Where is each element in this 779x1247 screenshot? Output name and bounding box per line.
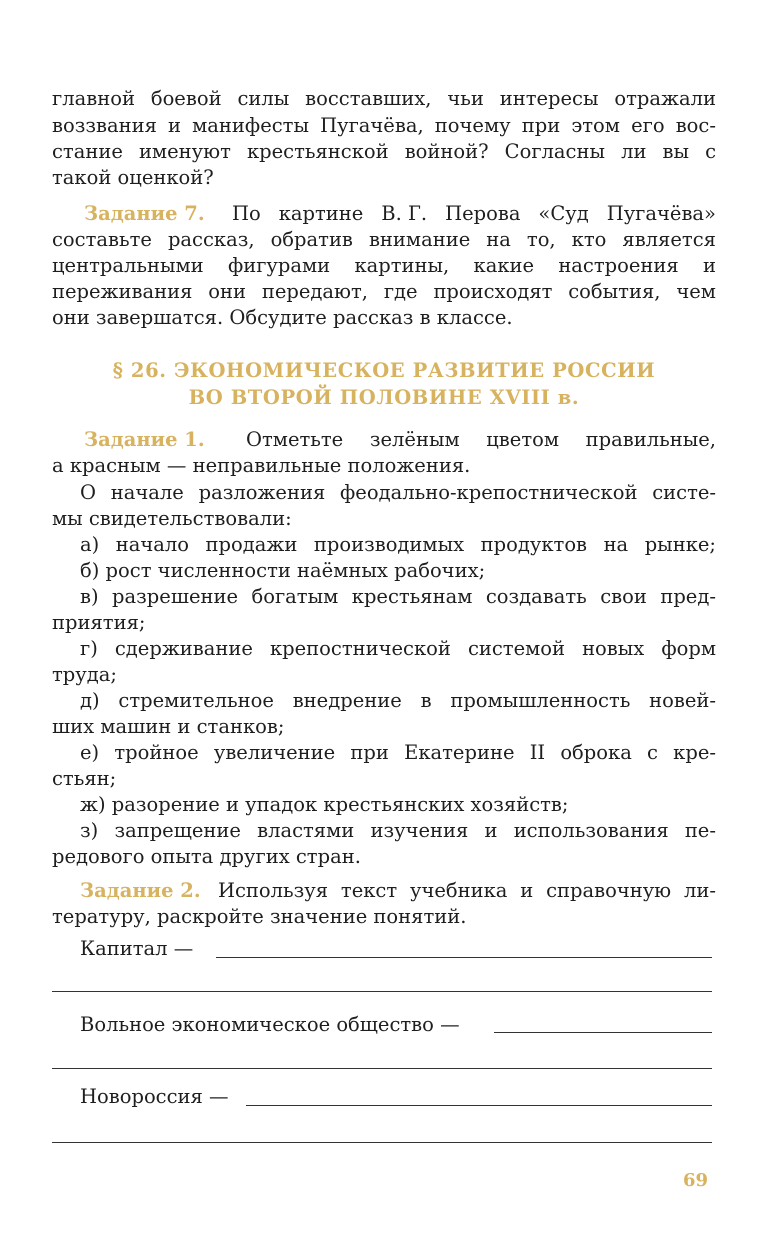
word: продуктов: [480, 533, 588, 556]
word: властями: [257, 819, 355, 842]
word: д): [80, 689, 100, 712]
section-heading-line-2: ВО ВТОРОЙ ПОЛОВИНЕ XVIII в.: [188, 386, 580, 409]
word: события,: [568, 280, 661, 303]
word: стание: [52, 140, 123, 163]
word: пред-: [660, 585, 716, 608]
word: ли-: [684, 879, 716, 902]
word: Екатерине: [404, 741, 515, 764]
word: и: [520, 879, 534, 902]
intro-line: [52, 113, 716, 139]
word: почему: [434, 114, 511, 137]
term-novorossiya-label: Новороссия —: [80, 1085, 229, 1108]
term-capital-label: Капитал —: [80, 937, 194, 960]
task1-line: [52, 453, 716, 479]
word: новей-: [649, 689, 716, 712]
word: кто: [571, 228, 607, 251]
word: правильные,: [585, 428, 716, 451]
word: В. Г.: [381, 202, 428, 225]
word: стьян;: [52, 767, 117, 790]
word: приятия;: [52, 611, 146, 634]
word: мы свидетельствовали:: [52, 507, 292, 530]
task2-line: [52, 904, 716, 930]
answer-line-novorossiya[interactable]: [246, 1105, 712, 1106]
word: разрешение: [112, 585, 239, 608]
word: труда;: [52, 663, 117, 686]
statement-line: [80, 818, 716, 844]
intro-line: [52, 86, 716, 112]
word: Согласны: [504, 140, 605, 163]
word: Отметьте: [246, 428, 344, 451]
word: отражали: [614, 87, 716, 110]
word: II: [529, 741, 546, 764]
task7-line: [52, 227, 716, 253]
term-free-economic-society-label: Вольное экономическое общество —: [80, 1013, 460, 1036]
word: чем: [676, 280, 716, 303]
word: изучения: [370, 819, 469, 842]
word: стремительное: [118, 689, 274, 712]
word: тературу, раскройте значение понятий.: [52, 905, 467, 928]
word: О: [80, 481, 96, 504]
word: производимых: [313, 533, 465, 556]
word: системой: [467, 637, 566, 660]
statement-line: [52, 766, 716, 792]
word: а): [80, 533, 100, 556]
word: интересы: [499, 87, 599, 110]
word: происходят: [433, 280, 553, 303]
word: кре-: [673, 741, 716, 764]
word: форм: [661, 637, 716, 660]
word: е): [80, 741, 100, 764]
word: текст: [340, 879, 398, 902]
word: с: [705, 140, 716, 163]
word: Используя: [218, 879, 329, 902]
word: а красным — неправильные положения.: [52, 454, 471, 477]
word: использования: [513, 819, 669, 842]
word: картины,: [354, 254, 450, 277]
word: манифесты: [192, 114, 309, 137]
word: «Суд: [538, 202, 589, 225]
word: центральными: [52, 254, 204, 277]
word: переживания: [52, 280, 193, 303]
word: фигурами: [227, 254, 331, 277]
intro-line: [52, 139, 716, 165]
word: и: [484, 819, 498, 842]
word: ших машин и станков;: [52, 715, 285, 738]
word: войной?: [404, 140, 489, 163]
statement-line: [80, 740, 716, 766]
statement-line: [80, 792, 716, 818]
statement-line: [52, 714, 716, 740]
page-number: 69: [683, 1170, 709, 1191]
word: вос-: [675, 114, 716, 137]
word: цветом: [486, 428, 560, 451]
word: б) рост численности наёмных рабочих;: [80, 559, 486, 582]
word: богатым: [251, 585, 339, 608]
task1-intro-line: [80, 480, 716, 506]
word: рынке;: [644, 533, 716, 556]
word: внедрение: [292, 689, 402, 712]
statement-line: [80, 688, 716, 714]
word: в: [420, 689, 432, 712]
word: зелёным: [369, 428, 460, 451]
answer-line-free-economic-society[interactable]: [494, 1032, 712, 1033]
word: при: [350, 741, 389, 764]
task1-intro-line: [52, 506, 716, 532]
word: систе-: [652, 481, 716, 504]
word: чьи: [447, 87, 484, 110]
word: оброка: [560, 741, 632, 764]
word: боевой: [150, 87, 222, 110]
word: тройное: [114, 741, 199, 764]
word: они завершатся. Обсудите рассказ в классе.: [52, 306, 513, 329]
word: начало: [115, 533, 190, 556]
statement-line: [80, 532, 716, 558]
word: продажи: [205, 533, 298, 556]
word: ли: [621, 140, 647, 163]
word: г): [80, 637, 98, 660]
word: учебника: [409, 879, 508, 902]
word: Перова: [445, 202, 521, 225]
word: крестьянской: [246, 140, 389, 163]
task7-line: [52, 305, 716, 331]
task7-line: [52, 253, 716, 279]
word: разложения: [198, 481, 326, 504]
word: на: [486, 228, 511, 251]
word: настроения: [558, 254, 679, 277]
task7-line: [232, 201, 716, 227]
section-heading-line-1: § 26. ЭКОНОМИЧЕСКОЕ РАЗВИТИЕ РОССИИ: [112, 359, 656, 382]
word: и: [702, 254, 716, 277]
word: при: [521, 114, 561, 137]
answer-line-free-economic-society-2[interactable]: [52, 1068, 712, 1069]
task2-label: Задание 2.: [80, 879, 201, 902]
answer-line-capital-2[interactable]: [52, 991, 712, 992]
statement-line: [52, 844, 716, 870]
word: его: [631, 114, 665, 137]
answer-line-novorossiya-2[interactable]: [52, 1142, 712, 1143]
task1-line: [246, 427, 716, 453]
word: пе-: [684, 819, 716, 842]
word: передают,: [261, 280, 368, 303]
word: Пугачёва»: [606, 202, 716, 225]
word: какие: [473, 254, 535, 277]
statement-line: [80, 558, 716, 584]
word: восставших,: [305, 87, 432, 110]
word: с: [647, 741, 658, 764]
word: воззвания: [52, 114, 157, 137]
word: то,: [526, 228, 556, 251]
word: редового опыта других стран.: [52, 845, 361, 868]
word: они: [208, 280, 246, 303]
word: вы: [662, 140, 690, 163]
word: сдерживание: [114, 637, 253, 660]
word: составьте: [52, 228, 152, 251]
word: увеличение: [213, 741, 336, 764]
word: новых: [582, 637, 645, 660]
word: промышленность: [450, 689, 631, 712]
word: крепостнической: [269, 637, 451, 660]
statement-line: [52, 610, 716, 636]
answer-line-capital[interactable]: [216, 957, 712, 958]
word: картине: [278, 202, 364, 225]
word: этом: [571, 114, 620, 137]
word: силы: [237, 87, 290, 110]
word: з): [80, 819, 99, 842]
task7-line: [52, 279, 716, 305]
word: начале: [110, 481, 184, 504]
word: где: [383, 280, 418, 303]
word: запрещение: [114, 819, 241, 842]
task1-label: Задание 1.: [84, 428, 205, 451]
word: свои: [600, 585, 647, 608]
word: именуют: [138, 140, 231, 163]
task7-label: Задание 7.: [84, 202, 205, 225]
word: справочную: [546, 879, 672, 902]
statement-line: [80, 636, 716, 662]
word: По: [232, 202, 261, 225]
intro-line: [52, 165, 716, 191]
word: крестьянам: [351, 585, 473, 608]
word: в): [80, 585, 99, 608]
word: внимание: [368, 228, 471, 251]
statement-line: [80, 584, 716, 610]
word: ж) разорение и упадок крестьянских хозяйств;: [80, 793, 569, 816]
word: такой оценкой?: [52, 166, 214, 189]
word: обратив: [270, 228, 353, 251]
task2-line: [218, 878, 716, 904]
word: рассказ,: [167, 228, 255, 251]
word: является: [622, 228, 716, 251]
word: феодально-крепостнической: [340, 481, 638, 504]
statement-line: [52, 662, 716, 688]
word: создавать: [485, 585, 587, 608]
word: главной: [52, 87, 135, 110]
word: на: [603, 533, 629, 556]
word: и: [168, 114, 182, 137]
word: Пугачёва,: [320, 114, 424, 137]
